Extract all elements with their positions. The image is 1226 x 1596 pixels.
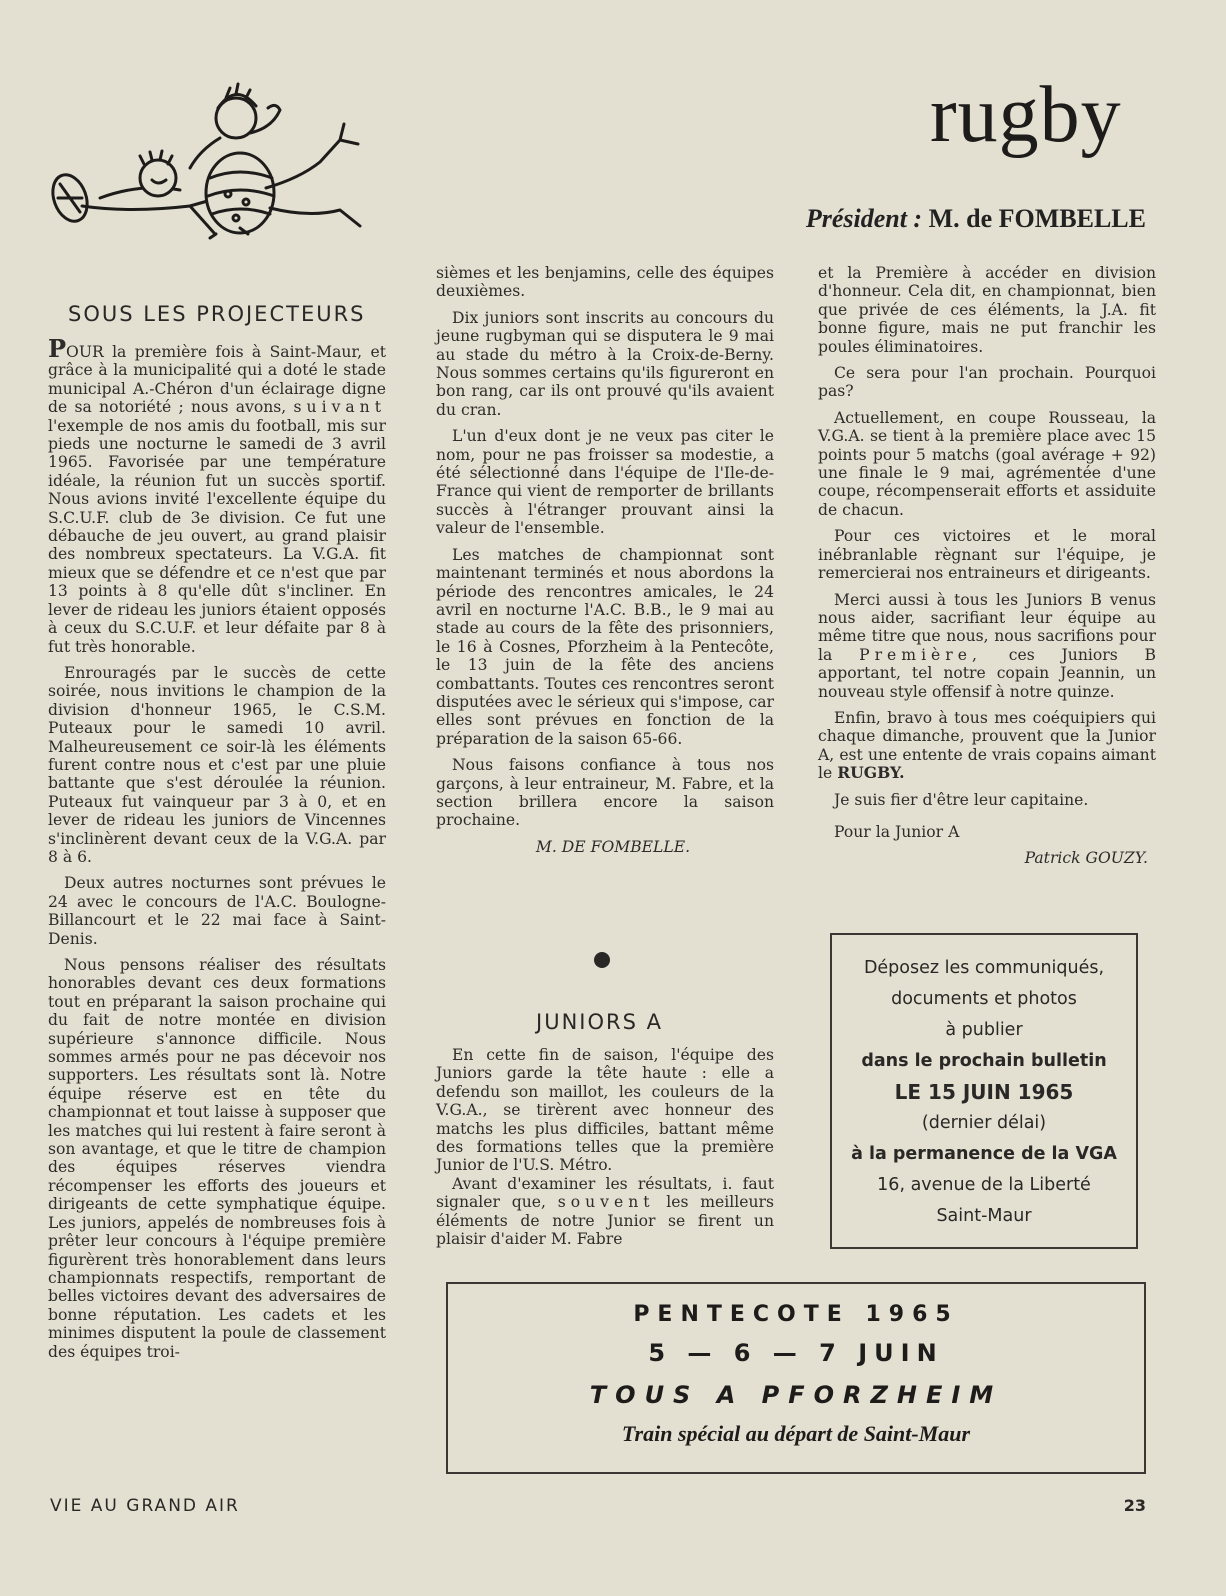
paragraph: Deux autres nocturnes sont prévues le 24 avec le concours de l'A.C. Boulogne-Billancourt et le 22 mai face à Saint-Denis.: [48, 874, 386, 948]
drop-cap: P: [48, 334, 67, 363]
column-1: [48, 334, 386, 1369]
paragraph: Nous faisons confiance à tous nos garçons, à leur entraineur, M. Fabre, et la section brillera encore la saison prochaine.: [436, 756, 774, 830]
paragraph: [436, 1175, 774, 1249]
paragraph-text: les meilleurs éléments de notre Junior se firent un plaisir d'aider M. Fabre: [436, 1193, 774, 1249]
banner-title: PENTECOTE 1965: [633, 1302, 959, 1327]
magazine-name: VIE AU GRAND AIR: [50, 1496, 240, 1516]
paragraph-text: l'exemple de nos amis du football, mis sur pieds une nocturne le samedi de 3 avril 1965. Favorisée par une température idéale, la réunion fut un succès sportif. Nous avions invité l'excellente équipe du S.C.U.F. club de 3e division. Ce fut une débauche de jeu ouvert, au grand plaisir des nombreux spectateurs. La V.G.A. fit mieux que se défendre et ce n'est que par 13 points à 8 qu'elle dût s'incliner. En lever de rideau les juniors étaient opposés à ceux du S.C.U.F. et leur défaite par 8 à fut très honorable.: [48, 416, 386, 656]
paragraph: [48, 334, 386, 656]
banner-train: Train spécial au départ de Saint-Maur: [621, 1421, 971, 1446]
spaced-word: Première,: [859, 645, 982, 664]
notice-city: Saint-Maur: [936, 1206, 1032, 1226]
notice-line: à publier: [945, 1020, 1023, 1040]
paragraph: Dix juniors sont inscrits au concours du jeune rugbyman qui se disputera le 9 mai au stade du métro à la Croix-de-Berny. Nous sommes certains qu'ils figureront en bon rang, car ils ont prouvé qu'ils avaient du cran.: [436, 308, 774, 419]
article-heading-juniors: JUNIORS A: [536, 1010, 663, 1034]
paragraph-text: Merci aussi à tous les Juniors B venus nous aider, sacrifiant leur équipe au même titre que nous, nous sacrifions pour la: [818, 590, 1156, 664]
signature-gouzy: Patrick GOUZY.: [1024, 849, 1148, 868]
banner-destination: TOUS A PFORZHEIM: [589, 1381, 1003, 1409]
rugby-players-illustration: [40, 78, 380, 248]
notice-line: (dernier délai): [921, 1113, 1047, 1133]
paragraph: Pour la Junior A: [834, 822, 960, 841]
paragraph: Ce sera pour l'an prochain. Pourquoi pas?: [818, 364, 1156, 401]
spaced-word: souvent: [557, 1193, 655, 1212]
section-bullet: [594, 952, 610, 968]
notice-deadline: LE 15 JUIN 1965: [894, 1080, 1074, 1104]
paragraph: Actuellement, en coupe Rousseau, la V.G.A. se tient à la première place avec 15 points pour 5 matchs (goal avérage + 92) une finale le 9 mai, agrémentée d'une coupe, récompenserait efforts et assiduite de chacun.: [818, 408, 1156, 519]
pentecote-banner: [446, 1282, 1146, 1474]
paragraph: [818, 591, 1156, 701]
paragraph: Enrouragés par le succès de cette soirée, nous invitions le champion de la division d'honneur 1965, le C.S.M. Puteaux pour le samedi 10 avril. Malheureusement ce soir-là les éléments furent contre nous et c'est par une pluie battante que s'est déroulée la réunion. Puteaux fut vainqueur par 3 à 0, et en lever de rideau les juniors de Vincennes s'inclinèrent devant ceux de la V.G.A. par 8 à 6.: [48, 663, 386, 866]
column-2: [436, 264, 774, 864]
paragraph: Les matches de championnat sont maintenant terminés et nous abordons la période des rencontres amicales, le 24 avril en nocturne l'A.C. B.B., le 9 mai au stade au cours de la fête des prisonniers, le 16 à Cosnes, Pforzheim à la Pentecôte, le 13 juin de la fête des anciens combattants. Toutes ces rencontres seront disputées avec le sérieux qui s'impose, car elles sont prévues en fonction de la préparation de la saison 65-66.: [436, 545, 774, 748]
notice-line: dans le prochain bulletin: [861, 1051, 1107, 1071]
president-role: Président :: [805, 204, 923, 233]
president-line: [806, 204, 1146, 234]
paragraph: [818, 709, 1156, 783]
notice-address: 16, avenue de la Liberté: [877, 1175, 1091, 1195]
notice-line: Déposez les communiqués,: [863, 958, 1105, 978]
president-name: M. de FOMBELLE: [928, 204, 1146, 233]
spaced-word: suivant: [293, 398, 386, 417]
paragraph: Nous pensons réaliser des résultats honorables devant ces deux formations tout en préparant la saison prochaine qui du fait de notre montée en division supérieure s'annonce difficile. Nous sommes armés pour ne pas décevoir nos supporters. Les résultats sont là. Notre équipe réserve est en tête du championnat et tout laisse à supposer que les matches qui lui restent à faire seront à son avantage, et que le titre de champion des équipes réserves viendra récompenser les efforts des joueurs et dirigeants de cette symphatique équipe. Les juniors, appelés de nombreuses fois à prêter leur concours à l'équipe première figurèrent très honorablement dans leurs championnats respectifs, remportant de belles victoires devant des adversaires de bonne réputation. Les cadets et les minimes disputent la poule de classement des équipes troi-: [48, 956, 386, 1361]
paragraph: et la Première à accéder en division d'honneur. Cela dit, en championnat, bien que privée de ces éléments, la J.A. fit bonne figure, mais ne put franchir les poules éliminatoires.: [818, 264, 1156, 356]
bold-word: RUGBY.: [837, 763, 905, 783]
article-heading-projecteurs: SOUS LES PROJECTEURS: [68, 302, 366, 326]
notice-line: documents et photos: [891, 989, 1077, 1009]
juniors-article: [436, 1046, 774, 1248]
notice-line: à la permanence de la VGA: [851, 1144, 1117, 1164]
page-number: 23: [1123, 1496, 1146, 1515]
paragraph-text: ces Juniors B apportant, tel notre copain Jeannin, un nouveau style offensif à notre quinze.: [818, 645, 1156, 701]
paragraph: Pour ces victoires et le moral inébranlable règnant sur l'équipe, je remercierai nos entraineurs et dirigeants.: [818, 527, 1156, 583]
signature-fombelle: M. DE FOMBELLE.: [535, 837, 691, 856]
notice-box: [830, 933, 1138, 1249]
paragraph: En cette fin de saison, l'équipe des Juniors garde la tête haute : elle a defendu son maillot, les couleurs de la V.G.A., se tirèrent avec honneur des matchs les plus difficiles, battant même des formations telles que la première Junior de l'U.S. Métro.: [436, 1046, 774, 1175]
paragraph-text: Enfin, bravo à tous mes coéquipiers qui chaque dimanche, prouvent que la Junior A, est une entente de vrais copains aimant le: [818, 708, 1156, 783]
paragraph: Je suis fier d'être leur capitaine.: [834, 790, 1089, 809]
paragraph: L'un d'eux dont je ne veux pas citer le nom, pour ne pas froisser sa modestie, a été sélectionné dans l'équipe de l'Ile-de-France qui vient de remporter de brillants succès à l'étranger prouvant ainsi la valeur de l'ensemble.: [436, 427, 774, 538]
paragraph-text: Avant d'examiner les résultats, i. faut signaler que,: [436, 1174, 774, 1212]
paragraph: sièmes et les benjamins, celle des équipes deuxièmes.: [436, 264, 774, 301]
paragraph-text: OUR la première fois à Saint-Maur, et grâce à la municipalité qui a doté le stade municipal A.-Chéron d'un éclairage digne de sa notoriété ; nous avons,: [48, 343, 386, 417]
column-3: [818, 264, 1156, 876]
banner-dates: 5 — 6 — 7 JUIN: [648, 1339, 944, 1367]
page-title: rugby: [930, 71, 1122, 159]
